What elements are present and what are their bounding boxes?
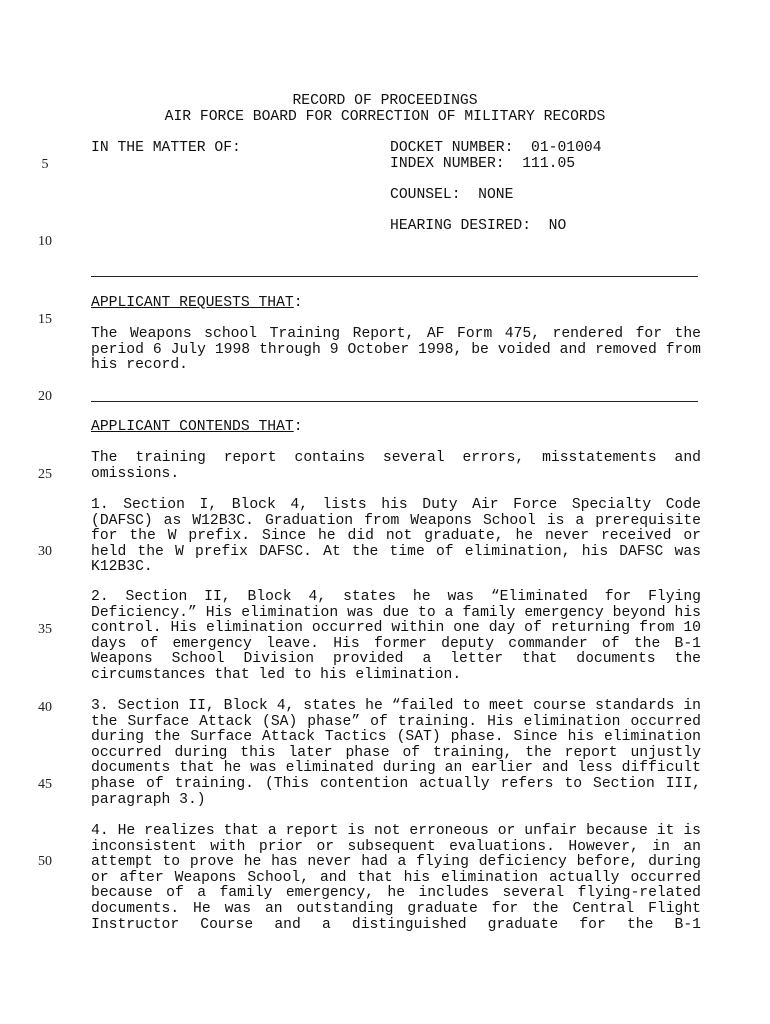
line-number: 45 [38, 777, 52, 792]
index-number: INDEX NUMBER: 111.05 [390, 156, 576, 172]
requests-body: The Weapons school Training Report, AF Form 475, rendered for the period 6 July 1998 through 9 October 1998, be voided and removed from his record. [91, 326, 701, 374]
counsel: COUNSEL: NONE [390, 187, 514, 203]
page-title: RECORD OF PROCEEDINGS [292, 93, 478, 109]
contention-item-3: 3. Section II, Block 4, states he “failed to meet course standards in the Surface Attack (SA) phase” of training. His elimination occurred during the Surface Attack Tactics (SAT) phase. Since his elimination occurred during this later phase of training, the report unjustly documents that he was eliminated during an earlier and less difficult phase of training. (This contention actually refers to Section III, paragraph 3.) [91, 698, 701, 808]
docket-number: DOCKET NUMBER: 01-01004 [390, 140, 602, 156]
line-number: 35 [38, 622, 52, 637]
line-number: 40 [38, 700, 52, 715]
line-number: 30 [38, 544, 52, 559]
matter-label: IN THE MATTER OF: [91, 140, 241, 156]
contends-intro: The training report contains several errors, misstatements and omissions. [91, 450, 701, 482]
requests-heading-text: APPLICANT REQUESTS THAT [91, 295, 294, 311]
line-number: 10 [38, 234, 52, 249]
line-number: 5 [41, 157, 49, 172]
divider-rule [91, 276, 698, 277]
contention-item-4: 4. He realizes that a report is not erroneous or unfair because it is inconsistent with prior or subsequent evaluations. However, in an attempt to prove he has never had a flying deficiency before, during or after Weapons School, and that his elimination actually occurred because of a family emergency, he includes several flying-related documents. He was an outstanding graduate for the Central Flight Instructor Course and a distinguished graduate for the B-1 [91, 823, 701, 933]
contends-heading: APPLICANT CONTENDS THAT: [91, 419, 303, 435]
contention-item-2: 2. Section II, Block 4, states he was “Eliminated for Flying Deficiency.” His elimination was due to a family emergency beyond his control. His elimination occurred within one day of returning from 10 days of emergency leave. His former deputy commander of the B-1 Weapons School Division provided a letter that documents the circumstances that led to his elimination. [91, 589, 701, 683]
hearing-desired: HEARING DESIRED: NO [390, 218, 567, 234]
contends-heading-text: APPLICANT CONTENDS THAT [91, 419, 294, 435]
contention-item-1: 1. Section I, Block 4, lists his Duty Air Force Specialty Code (DAFSC) as W12B3C. Graduation from Weapons School is a prerequisite for the W prefix. Since he did not graduate, he never received or held the W prefix DAFSC. At the time of elimination, his DAFSC was K12B3C. [91, 497, 701, 576]
line-number: 20 [38, 389, 52, 404]
page-subtitle: AIR FORCE BOARD FOR CORRECTION OF MILITARY RECORDS [164, 109, 606, 125]
requests-heading: APPLICANT REQUESTS THAT: [91, 295, 303, 311]
line-number: 50 [38, 854, 52, 869]
divider-rule [91, 401, 698, 402]
line-number: 15 [38, 312, 52, 327]
line-number: 25 [38, 467, 52, 482]
